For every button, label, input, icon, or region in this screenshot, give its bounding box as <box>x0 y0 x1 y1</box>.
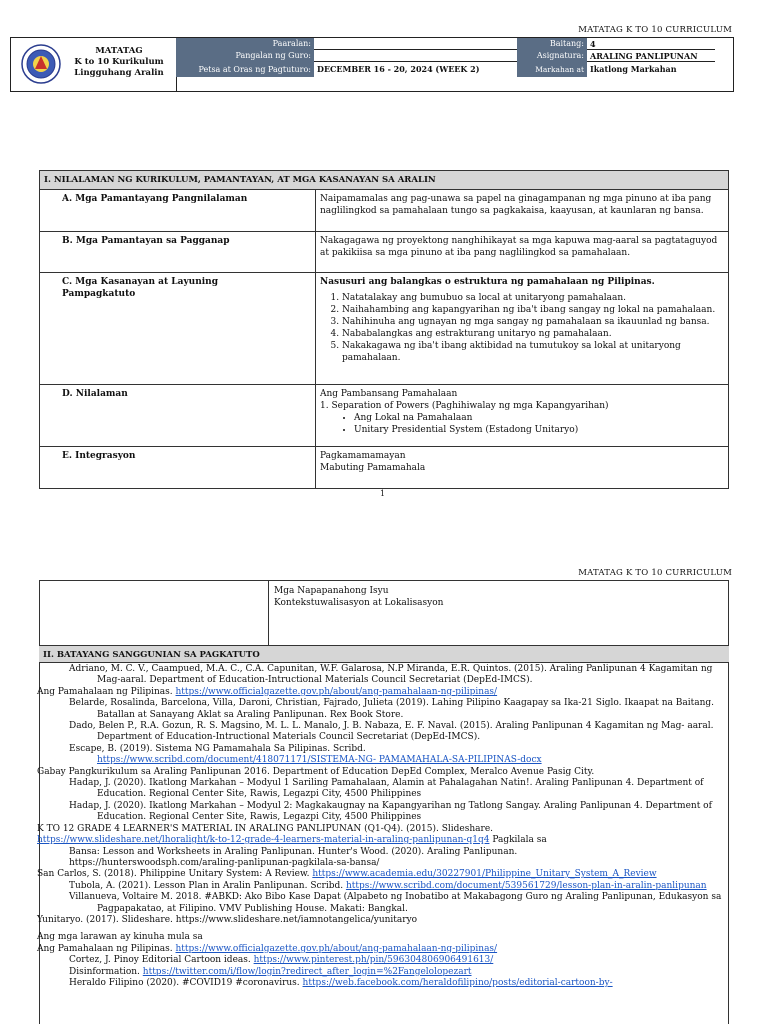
continued-cell <box>274 585 443 609</box>
reference-text: Villanueva, Voltaire M. 2018. #ABKD: Ako Bibo Kase Dapat (Alpabeto ng Inobatibo at Makabagong Guro ng Araling Panlipunan, Edukasyon sa Pagpapakatao, at Filipino. VMV Publishing House. Makati: Bangkal. <box>69 892 722 914</box>
reference-text: https://hunterswoodsph.com/araling-panlipunan-pagkilala-sa-bansa/ <box>69 857 380 868</box>
continued-line-1: Mga Napapanahong Isyu <box>274 586 389 596</box>
pamantayan-pagganap-label: B. Mga Pamantayan sa Pagganap <box>40 232 316 273</box>
integrasyon-line-2: Mabuting Pamamahala <box>320 463 426 473</box>
guro-label: Pangalan ng Guro: <box>176 50 314 62</box>
school-line-3: Lingguhang Aralin <box>74 68 164 78</box>
nilalaman-cell <box>316 385 729 447</box>
asignatura-value: ARALING PANLIPUNAN <box>587 50 715 62</box>
reference-text: Escape, B. (2019). Sistema NG Pamamahala Sa Pilipinas. Scribd. <box>69 743 366 754</box>
pamantayan-pagganap-text: Nakagagawa ng proyektong nanghihikayat sa mga kapuwa mag-aaral sa pagtataguyod at pakikiisa sa mga pinuno at iba pang naglilingkod sa pamahalaan. <box>316 232 729 273</box>
school-line-1: MATATAG <box>95 46 143 56</box>
reference-text: Bansa: Lesson and Worksheets in Araling Panlipunan. Hunter's Wood. (2020). Araling Panlipunan. <box>69 846 518 857</box>
kasanayan-title: Nasusuri ang balangkas o estruktura ng pamahalaan ng Pilipinas. <box>320 277 655 287</box>
school-title <box>63 46 175 79</box>
reference-text: Heraldo Filipino (2020). #COVID19 #coronavirus. <box>69 977 303 988</box>
list-item: 2. Naihahambing ang kapangyarihan ng iba't ibang sangay ng lokal na pamahalaan. <box>342 304 724 316</box>
page-number: 1 <box>380 489 386 498</box>
reference-text: Gabay Pangkurikulum sa Araling Panlipunan 2016. Department of Education DepEd Complex, Meralco Avenue Pasig City. <box>37 766 595 777</box>
paaralan-value <box>314 38 517 50</box>
reference-link[interactable]: https://www.scribd.com/document/539561729/lesson-plan-in-aralin-panlipunan <box>345 880 707 891</box>
reference-item <box>39 664 729 687</box>
integrasyon-cell <box>316 447 729 489</box>
reference-link[interactable]: https://www.scribd.com/document/418071171/SISTEMA-NG- PAMAMAHALA-SA-PILIPINAS-docx <box>97 755 542 766</box>
reference-text: Adriano, M. C. V., Caampued, M.A. C., C.A. Capunitan, W.F. Galarosa, N.P Miranda, E.R. Quintos. (2015). Araling Panlipunan 4 Kagamitan ng Mag-aaral. Department of Education-Intructional Materials Council Secretariat (DepEd-IMCS). <box>69 664 713 686</box>
reference-item <box>37 824 729 835</box>
reference-text: Tubola, A. (2021). Lesson Plan in Aralin Panlipunan. Scribd. <box>69 880 346 891</box>
curriculum-label-page-2: MATATAG K TO 10 CURRICULUM <box>578 568 732 578</box>
reference-text: San Carlos, S. (2018). Philippine Unitary System: A Review. <box>37 869 313 880</box>
nilalaman-bullets <box>320 412 724 436</box>
references-list <box>39 664 729 989</box>
reference-link[interactable]: https://www.slideshare.net/lhoralight/k-to-12-grade-4-learners-material-in-araling-panlipunan-q1q4 <box>37 835 490 846</box>
curriculum-content-table <box>39 170 729 489</box>
deped-seal-icon <box>21 44 61 84</box>
reference-item <box>37 932 729 943</box>
list-item: 4. Nababalangkas ang estrakturang unitaryo ng pamahalaan. <box>342 328 724 340</box>
reference-item <box>37 767 729 778</box>
markahan-label: Markahan at Linggo: <box>517 62 587 77</box>
nilalaman-line-1: Ang Pambansang Pamahalaan <box>320 389 458 399</box>
reference-text: Disinformation. <box>69 966 143 977</box>
table-row <box>40 273 729 385</box>
reference-link[interactable]: https://www.officialgazette.gov.ph/about/ang-pamahalaan-ng-pilipinas/ <box>175 943 498 954</box>
section-2-title: II. BATAYANG SANGGUNIAN SA PAGKATUTO <box>39 645 729 663</box>
petsa-value: DECEMBER 16 - 20, 2024 (WEEK 2) <box>314 62 517 77</box>
reference-item <box>39 881 729 892</box>
kasanayan-cell <box>316 273 729 385</box>
reference-item <box>39 698 729 721</box>
curriculum-label: MATATAG K TO 10 CURRICULUM <box>578 25 732 35</box>
table-row <box>40 385 729 447</box>
reference-item <box>39 801 729 824</box>
reference-item <box>39 967 729 978</box>
pamantayang-pangnilalaman-text: Naipamamalas ang pag-unawa sa papel na ginagampanan ng mga pinuno at iba pang naglilingkod sa pamahalaan tungo sa pagkakaisa, kaayusan, at kaunlaran ng bansa. <box>316 190 729 232</box>
table-row <box>40 447 729 489</box>
reference-item <box>37 869 729 880</box>
pamantayang-pangnilalaman-label: A. Mga Pamantayang Pangnilalaman <box>40 190 316 232</box>
nilalaman-line-2: 1. Separation of Powers (Paghihiwalay ng mga Kapangyarihan) <box>320 401 609 411</box>
reference-text: K TO 12 GRADE 4 LEARNER'S MATERIAL IN ARALING PANLIPUNAN (Q1-Q4). (2015). Slideshare. <box>37 823 494 834</box>
baitang-label: Baitang: <box>517 38 587 50</box>
reference-text: Dado, Belen P., R.A. Gozun, R. S. Magsino, M. L. L. Manalo, J. B. Nabaza, E. F. Naval. (2015). Araling Panlipunan 4 Kagamitan ng Mag- aaral. Department of Education-Intructional Materials Council Secretariat (DepEd-IMCS). <box>69 721 714 743</box>
reference-link[interactable]: https://web.facebook.com/heraldofilipino/posts/editorial-cartoon-by- <box>302 977 613 988</box>
baitang-value: 4 <box>587 38 715 50</box>
school-line-2: K to 10 Kurikulum <box>74 57 164 67</box>
reference-item <box>39 744 729 755</box>
lesson-header <box>10 37 734 92</box>
reference-link[interactable]: https://www.academia.edu/30227901/Philippine_Unitary_System_A_Review <box>312 869 657 880</box>
reference-item <box>37 687 729 698</box>
integrasyon-line-1: Pagkamamamayan <box>320 451 406 461</box>
reference-text: Pagkilala sa <box>489 835 547 846</box>
reference-text: Yunitaryo. (2017). Slideshare. https://www.slideshare.net/iamnotangelica/yunitaryo <box>37 914 418 925</box>
reference-item <box>39 978 729 989</box>
asignatura-label: Asignatura: <box>517 50 587 62</box>
table-row <box>40 232 729 273</box>
reference-text: Hadap, J. (2020). Ikatlong Markahan – Modyul 2: Magkakaugnay na Kapangyarihan ng Tatlong Sangay. Araling Panlipunan 4. Department of Education. Regional Center Site, Rawis, Legazpi City, 4500 Philippines <box>69 800 712 823</box>
reference-link[interactable]: https://www.pinterest.ph/pin/596304806906491613/ <box>253 955 494 966</box>
reference-text: Ang Pamahalaan ng Pilipinas. <box>37 943 176 954</box>
list-item: 1. Natatalakay ang bumubuo sa local at unitaryong pamahalaan. <box>342 292 724 304</box>
school-block <box>11 38 177 91</box>
list-item: 3. Nahihinuha ang ugnayan ng mga sangay ng pamahalaan sa ikauunlad ng bansa. <box>342 316 724 328</box>
reference-item <box>39 847 729 858</box>
petsa-label: Petsa at Oras ng Pagtuturo: <box>176 62 314 77</box>
reference-text: Ang Pamahalaan ng Pilipinas. <box>37 686 176 697</box>
integrasyon-label: E. Integrasyon <box>40 447 316 489</box>
list-item: • Ang Lokal na Pamahalaan <box>354 412 724 424</box>
reference-link[interactable]: https://www.officialgazette.gov.ph/about/ang-pamahalaan-ng-pilipinas/ <box>175 686 498 697</box>
list-item: • Unitary Presidential System (Estadong Unitaryo) <box>354 424 724 436</box>
reference-text: Cortez, J. Pinoy Editorial Cartoon ideas. <box>69 955 254 966</box>
reference-item <box>39 778 729 801</box>
reference-item <box>37 944 729 955</box>
column-divider <box>268 580 269 645</box>
reference-text: Belarde, Rosalinda, Barcelona, Villa, Daroni, Christian, Fajrado, Julieta (2019). Lahing Pilipino Kaagapay sa Ika-21 Siglo. Ikaapat na Baitang. Batallan at Sanayang Aklat sa Araling Panlipunan. Rex Book Store. <box>69 698 715 720</box>
section-1-title: I. NILALAMAN NG KURIKULUM, PAMANTAYAN, AT MGA KASANAYAN SA ARALIN <box>40 171 729 190</box>
markahan-value: Ikatlong Markahan <box>587 62 715 77</box>
reference-text: Ang mga larawan ay kinuha mula sa <box>37 932 203 943</box>
reference-item <box>37 835 729 846</box>
continued-line-2: Kontekstuwalisasyon at Lokalisasyon <box>274 598 444 608</box>
list-item: 5. Nakakagawa ng iba't ibang aktibidad na tumutukoy sa lokal at unitaryong pamahalaan. <box>342 340 724 364</box>
paaralan-label: Paaralan: <box>176 38 314 50</box>
guro-value <box>314 50 517 62</box>
reference-text: Hadap, J. (2020). Ikatlong Markahan – Modyul 1 Sariling Pamahalaan, Alamin at Pahalagahan Natin!. Araling Panlipunan 4. Department of Education. Regional Center Site, Rawis, Legazpi City, 4500 Philippines <box>69 778 704 800</box>
reference-item <box>39 955 729 966</box>
reference-item <box>39 892 729 915</box>
layunin-list <box>320 292 724 364</box>
reference-item <box>39 755 729 766</box>
reference-link[interactable]: https://twitter.com/i/flow/login?redirect_after_login=%2Fangelolopezart <box>142 966 472 977</box>
reference-item <box>37 915 729 926</box>
reference-item <box>39 858 729 869</box>
reference-item <box>39 721 729 744</box>
nilalaman-label: D. Nilalaman <box>40 385 316 447</box>
kasanayan-label: C. Mga Kasanayan at Layuning Pampagkatuto <box>40 273 316 385</box>
table-row <box>40 190 729 232</box>
